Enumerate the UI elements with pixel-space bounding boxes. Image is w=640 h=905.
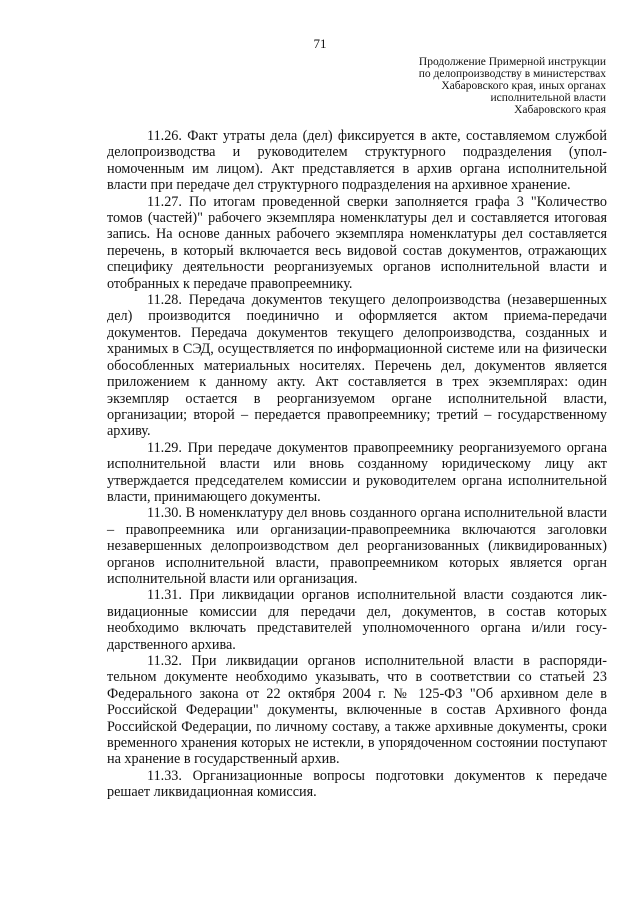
- header-note-line: по делопроизводству в министерствах: [418, 68, 606, 80]
- page-number: 71: [313, 36, 327, 51]
- paragraph-11-26: 11.26. Факт утраты дела (дел) фиксируется в акте, составляемом службой делопроизводства и руководителем структурного подразделения (уполномоченным им лицом). Акт представляется в архив органа исполнительной власти при передаче дел структурного подразделения на архивное хранение.: [107, 128, 607, 194]
- header-note-line: Хабаровского края: [514, 104, 606, 116]
- header-note-line: исполнительной власти: [490, 92, 606, 104]
- paragraph-11-30: 11.30. В номенклатуру дел вновь созданного органа исполнительной власти – правопреемника или организации-правопреемника включаются заголовки незавершенных делопроизводством дел реорганизованных (ликвидированных) органов исполнительной власти, правопреемником которых является орган исполнительной власти или организация.: [107, 505, 607, 587]
- body-text: [107, 128, 607, 801]
- header-note-line: Хабаровского края, иных органах: [441, 80, 606, 92]
- paragraph-11-32: 11.32. При ликвидации органов исполнительной власти в распорядительном документе необходимо указывать, что в соответствии со статьей 23 Федерального закона от 22 октября 2004 г. № 125-ФЗ "Об архивном деле в Российской Федерации" документы, включенные в состав Архивного фонда Российской Федерации, по личному составу, а также архивные документы, сроки временного хранения которых не истекли, в упорядоченном состоянии поступают на хранение в государственный архив.: [107, 653, 607, 768]
- header-note: [376, 56, 606, 116]
- paragraph-11-27: 11.27. По итогам проведенной сверки заполняется графа 3 "Количество томов (частей)" рабочего экземпляра номенклатуры дел и составляется итоговая запись. На основе данных рабочего экземпляра номенклатуры дел составляется перечень, в который включается весь видовой состав документов, отражающих специфику деятельности реорганизуемых органов исполнительной власти и отобранных к передаче правопреемнику.: [107, 193, 607, 292]
- header-note-line: Продолжение Примерной инструкции: [418, 56, 606, 68]
- paragraph-11-29: 11.29. При передаче документов правопреемнику реорганизуемого органа исполнительной власти или вновь созданному юридическому лицу акт утверждается председателем комиссии и руководителем органа исполнительной власти, принимающего документы.: [107, 439, 607, 505]
- paragraph-11-31: 11.31. При ликвидации органов исполнительной власти создаются ликвидационные комиссии для передачи дел, документов, в состав которых необходимо включать представителей уполномоченного органа и/или государственного архива.: [107, 587, 607, 653]
- paragraph-11-28: 11.28. Передача документов текущего делопроизводства (незавершенных дел) производится поединично и оформляется актом приема-передачи документов. Передача документов текущего делопроизводства, созданных и хранимых в СЭД, осуществляется по информационной системе или на физически обособленных материальных носителях. Перечень дел, документов является приложением к данному акту. Акт составляется в трех экземплярах: один экземпляр остается в реорганизуемом органе исполнительной власти, организации; второй – передается правопреемнику; третий – государственному архиву.: [107, 292, 607, 440]
- paragraph-11-33: 11.33. Организационные вопросы подготовки документов к передаче решает ликвидационная комиссия.: [107, 767, 607, 801]
